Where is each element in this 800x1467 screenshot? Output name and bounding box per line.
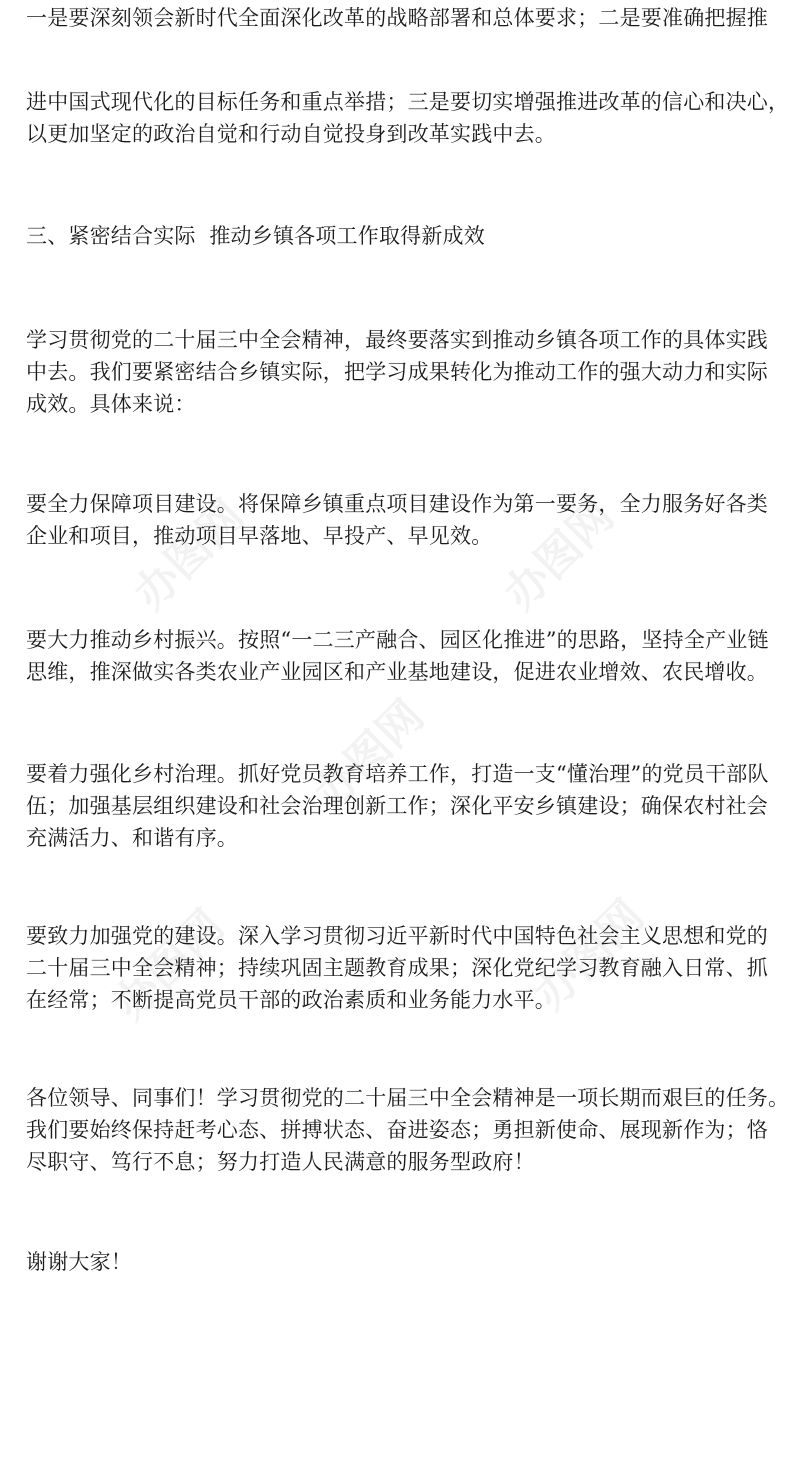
paragraph (26, 488, 778, 552)
closing-line (26, 1246, 778, 1278)
text-line: 要全力保障项目建设。将保障乡镇重点项目建设作为第一要务，全力服务好各类 (26, 492, 768, 516)
watermark: 办图网 (494, 490, 624, 620)
text-line: 成效。具体来说： (26, 392, 196, 416)
text-line: 要着力强化乡村治理。抓好党员教育培养工作，打造一支“懂治理”的党员干部队 (26, 762, 769, 786)
text-line: 进中国式现代化的目标任务和重点举措；三是要切实增强推进改革的信心和决心， (26, 90, 790, 114)
watermark: 办图网 (304, 690, 434, 820)
text-line: 谢谢大家！ (26, 1250, 132, 1274)
text-line: 伍；加强基层组织建设和社会治理创新工作；深化平安乡镇建设；确保农村社会 (26, 794, 768, 818)
section-heading (26, 220, 778, 252)
text-line: 中去。我们要紧密结合乡镇实际，把学习成果转化为推动工作的强大动力和实际 (26, 360, 768, 384)
text-line: 以更加坚定的政治自觉和行动自觉投身到改革实践中去。 (26, 122, 556, 146)
paragraph (26, 920, 778, 1016)
text-line: 我们要始终保持赶考心态、拼搏状态、奋进姿态；勇担新使命、展现新作为；恪 (26, 1118, 768, 1142)
paragraph (26, 758, 778, 854)
text-line: 思维，推深做实各类农业产业园区和产业基地建设，促进农业增效、农民增收。 (26, 660, 768, 684)
watermark: 办图网 (104, 900, 234, 1030)
text-line: 在经常；不断提高党员干部的政治素质和业务能力水平。 (26, 988, 556, 1012)
paragraph (26, 324, 778, 420)
text-line: 充满活力、和谐有序。 (26, 826, 238, 850)
text-line: 学习贯彻党的二十届三中全会精神，最终要落实到推动乡镇各项工作的具体实践 (26, 328, 768, 352)
text-line: 要大力推动乡村振兴。按照“一二三产融合、园区化推进”的思路，坚持全产业链 (26, 628, 769, 652)
paragraph (26, 86, 790, 150)
text-line: 二十届三中全会精神；持续巩固主题教育成果；深化党纪学习教育融入日常、抓 (26, 956, 768, 980)
watermark: 办图网 (524, 890, 654, 1020)
watermark: 办图网 (124, 490, 254, 620)
paragraph (26, 1082, 790, 1178)
text-line: 各位领导、同事们！学习贯彻党的二十届三中全会精神是一项长期而艰巨的任务。 (26, 1086, 790, 1110)
paragraph (26, 2, 778, 34)
paragraph (26, 624, 778, 688)
text-line: 三、紧密结合实际 推动乡镇各项工作取得新成效 (26, 224, 485, 248)
text-line: 企业和项目，推动项目早落地、早投产、早见效。 (26, 524, 493, 548)
text-line: 尽职守、笃行不息；努力打造人民满意的服务型政府！ (26, 1150, 535, 1174)
text-line: 要致力加强党的建设。深入学习贯彻习近平新时代中国特色社会主义思想和党的 (26, 924, 768, 948)
text-line: 一是要深刻领会新时代全面深化改革的战略部署和总体要求；二是要准确把握推 (26, 6, 768, 30)
